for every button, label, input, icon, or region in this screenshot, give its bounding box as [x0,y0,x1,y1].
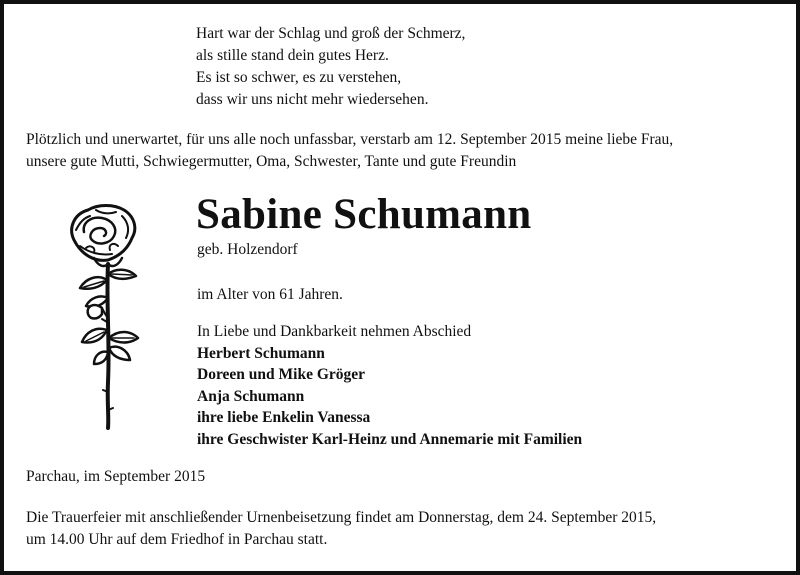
rose-icon [56,202,166,432]
announcement-line: unsere gute Mutti, Schwiegermutter, Oma, Schwester, Tante und gute Freundin [26,153,517,170]
poem [196,24,465,112]
ceremony-info [26,508,656,552]
mourner-name: Herbert Schumann [197,344,325,362]
ceremony-line: Die Trauerfeier mit anschließender Urnenbeisetzung findet am Donnerstag, dem 24. September 2015, [26,509,657,526]
ceremony-line: um 14.00 Uhr auf dem Friedhof in Parchau statt. [26,531,328,548]
announcement-text [26,130,673,174]
maiden-name: geb. Holzendorf [197,241,298,258]
age-text: im Alter von 61 Jahren. [197,286,343,303]
mourner-name: Doreen und Mike Gröger [197,366,366,383]
farewell-line: In Liebe und Dankbarkeit nehmen Abschied [197,323,472,340]
mourner-name: ihre liebe Enkelin Vanessa [197,409,371,426]
mourners-list [197,322,582,451]
deceased-name: Sabine Schumann [196,191,532,238]
poem-line: Es ist so schwer, es zu verstehen, [196,69,402,86]
mourner-name: ihre Geschwister Karl-Heinz und Annemarie mit Familien [197,430,583,448]
poem-line: als stille stand dein gutes Herz. [196,47,389,64]
mourner-name: Anja Schumann [197,387,305,405]
place-date: Parchau, im September 2015 [26,468,206,485]
poem-line: dass wir uns nicht mehr wiedersehen. [196,91,429,108]
announcement-line: Plötzlich und unerwartet, für uns alle noch unfassbar, verstarb am 12. September 2015 meine liebe Frau, [26,131,674,148]
poem-line: Hart war der Schlag und groß der Schmerz, [196,25,466,42]
